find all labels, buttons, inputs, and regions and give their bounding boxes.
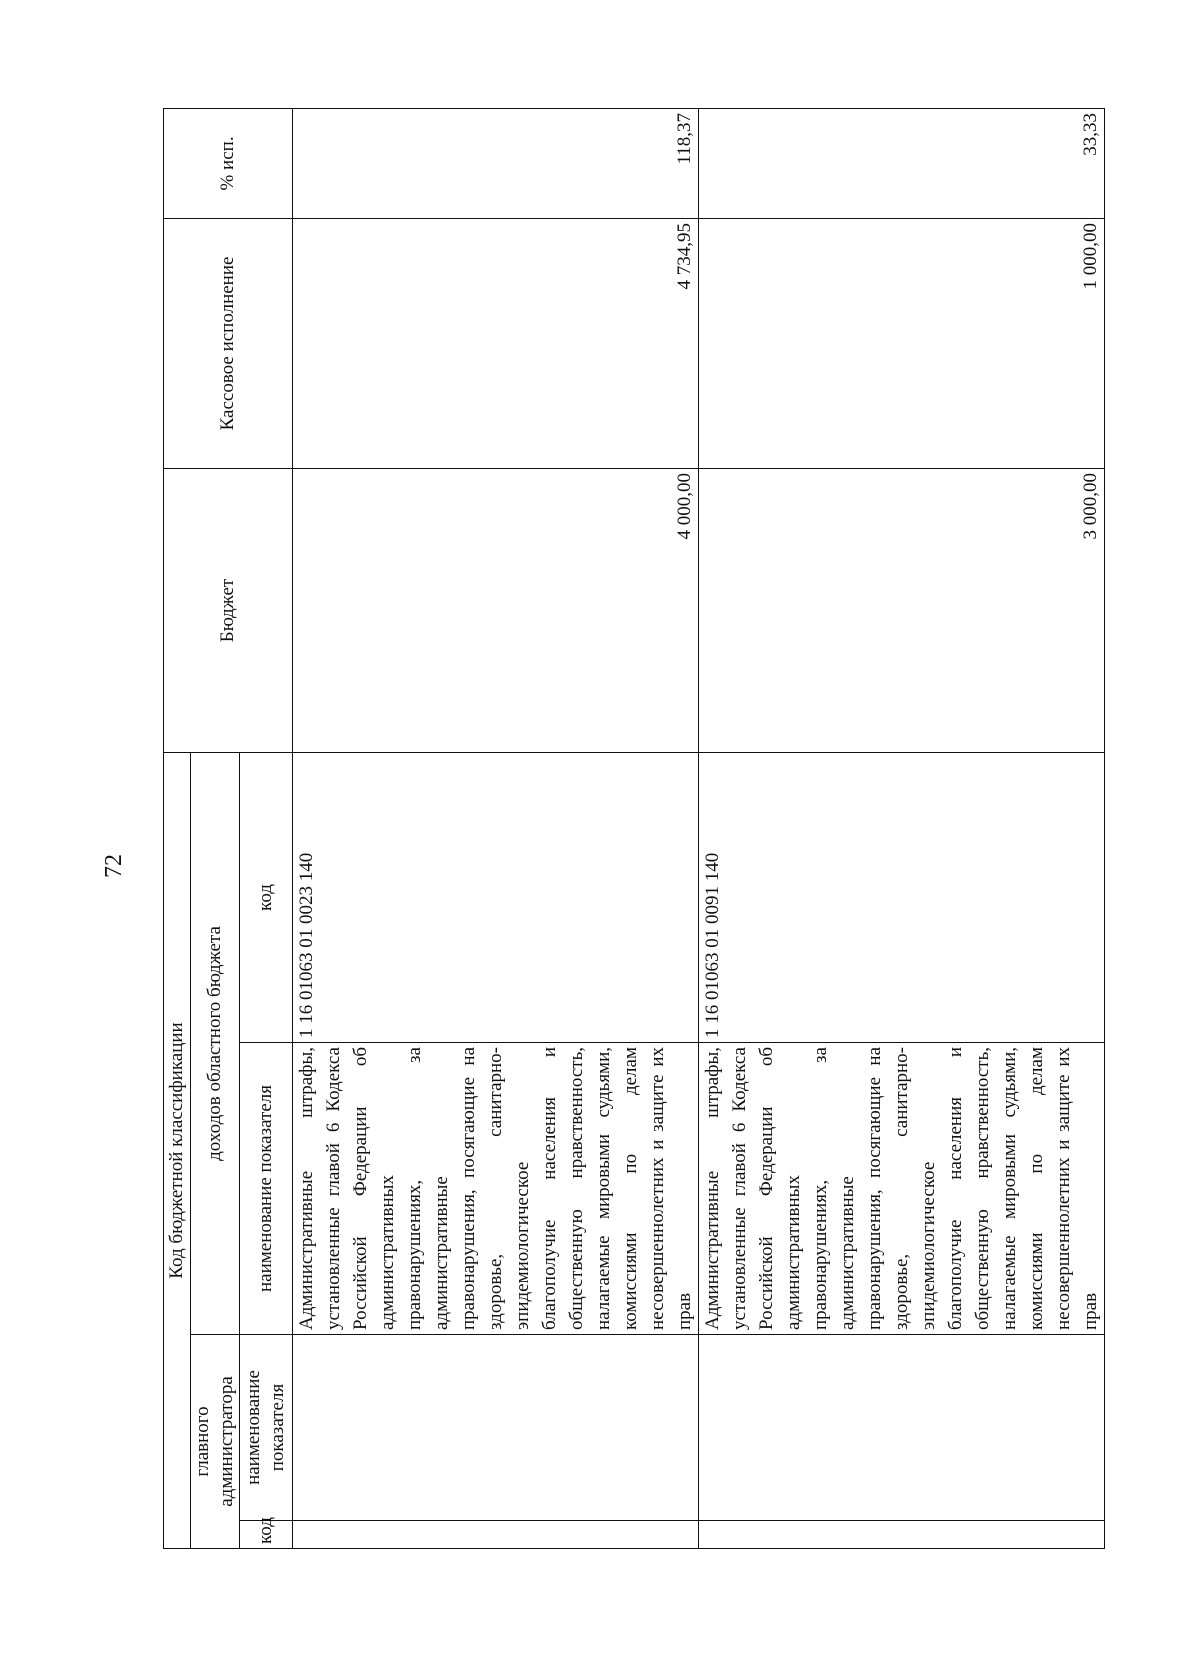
header-percent: % исп. [164, 108, 293, 218]
cash-execution-cell: 4 734,95 [293, 218, 699, 468]
table-row [293, 108, 699, 1548]
header-budget: Бюджет [164, 468, 293, 752]
revenue-code-cell: 1 16 01063 01 0091 140 [699, 752, 1105, 1042]
header-admin-indicator-name: наименование показателя [240, 1335, 293, 1521]
budget-cell: 4 000,00 [293, 468, 699, 752]
page-number: 72 [101, 854, 127, 878]
budget-cell: 3 000,00 [699, 468, 1105, 752]
budget-table-rotated [163, 109, 1101, 1549]
admin-code-cell [699, 1521, 1105, 1549]
header-admin-code: код [240, 1521, 293, 1549]
header-revenue-code: код [240, 752, 293, 1042]
header-cash-execution: Кассовое исполнение [164, 218, 293, 468]
header-revenue-indicator-name: наименование показателя [240, 1043, 293, 1335]
admin-name-cell [699, 1335, 1105, 1521]
indicator-name-cell: Административные штрафы, установленные главой 6 Кодекса Российской Федерации об административных правонарушениях, за административные правонарушения, посягающие на здоровье, санитарно-эпидемиологическое благополучие населения и общественную нравственность, налагаемые мировыми судьями, комиссиями по делам несовершеннолетних и защите их прав [699, 1043, 1105, 1335]
table-row [699, 108, 1105, 1548]
indicator-name-cell: Административные штрафы, установленные главой 6 Кодекса Российской Федерации об административных правонарушениях, за административные правонарушения, посягающие на здоровье, санитарно-эпидемиологическое благополучие населения и общественную нравственность, налагаемые мировыми судьями, комиссиями по делам несовершеннолетних и защите их прав [293, 1043, 699, 1335]
percent-cell: 118,37 [293, 108, 699, 218]
header-row-1 [164, 108, 191, 1548]
percent-cell: 33,33 [699, 108, 1105, 218]
header-budget-class-code: Код бюджетной классификации [164, 752, 191, 1548]
budget-table [163, 108, 1105, 1549]
revenue-code-cell: 1 16 01063 01 0023 140 [293, 752, 699, 1042]
admin-name-cell [293, 1335, 699, 1521]
header-chief-admin: главного администратора [191, 1335, 240, 1549]
admin-code-cell [293, 1521, 699, 1549]
cash-execution-cell: 1 000,00 [699, 218, 1105, 468]
header-regional-revenue: доходов областного бюджета [191, 752, 240, 1334]
